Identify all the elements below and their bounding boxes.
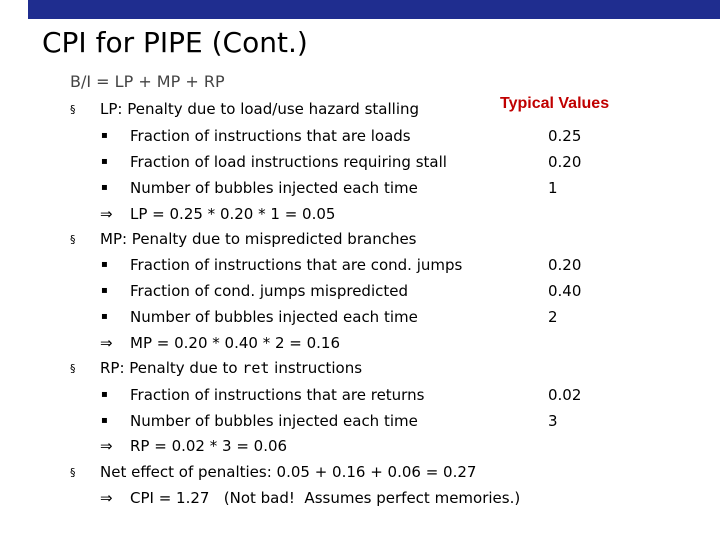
sub-bullet-icon: ▪ bbox=[101, 156, 108, 167]
lp-result: LP = 0.25 * 0.20 * 1 = 0.05 bbox=[130, 205, 336, 223]
mp-item-value: 0.20 bbox=[548, 256, 582, 274]
mp-item-value: 0.40 bbox=[548, 282, 582, 300]
lp-item-text: Fraction of instructions that are loads bbox=[130, 127, 411, 145]
lp-item-value: 1 bbox=[548, 179, 558, 197]
sub-bullet-icon: ▪ bbox=[101, 415, 108, 426]
rp-item-text: Number of bubbles injected each time bbox=[130, 412, 418, 430]
cpi-result: CPI = 1.27 (Not bad! Assumes perfect memories.) bbox=[130, 489, 521, 507]
sub-bullet-icon: ▪ bbox=[101, 311, 108, 322]
lp-heading: LP: Penalty due to load/use hazard stalling bbox=[100, 100, 420, 118]
sub-bullet-icon: ▪ bbox=[101, 130, 108, 141]
lp-item-text: Number of bubbles injected each time bbox=[130, 179, 418, 197]
mp-result: MP = 0.20 * 0.40 * 2 = 0.16 bbox=[130, 334, 341, 352]
header-bar bbox=[0, 0, 720, 19]
header-bar-notch bbox=[0, 0, 28, 19]
rp-heading bbox=[100, 358, 362, 378]
rp-item-value: 3 bbox=[548, 412, 558, 430]
section-bullet-icon: § bbox=[70, 103, 76, 116]
rp-heading-suffix: instructions bbox=[274, 359, 363, 377]
mp-item-text: Fraction of instructions that are cond. jumps bbox=[130, 256, 463, 274]
net-heading: Net effect of penalties: 0.05 + 0.16 + 0.06 = 0.27 bbox=[100, 463, 477, 481]
rp-item-value: 0.02 bbox=[548, 386, 582, 404]
implies-icon: ⇒ bbox=[100, 489, 113, 507]
mp-heading: MP: Penalty due to mispredicted branches bbox=[100, 230, 417, 248]
slide-title: CPI for PIPE (Cont.) bbox=[42, 26, 308, 59]
rp-heading-prefix: RP: Penalty due to bbox=[100, 359, 238, 377]
lp-item-value: 0.25 bbox=[548, 127, 582, 145]
sub-bullet-icon: ▪ bbox=[101, 285, 108, 296]
section-bullet-icon: § bbox=[70, 362, 76, 375]
mp-item-text: Number of bubbles injected each time bbox=[130, 308, 418, 326]
typical-values-header: Typical Values bbox=[500, 95, 610, 112]
mp-item-text: Fraction of cond. jumps mispredicted bbox=[130, 282, 408, 300]
lp-item-value: 0.20 bbox=[548, 153, 582, 171]
section-bullet-icon: § bbox=[70, 233, 76, 246]
sub-bullet-icon: ▪ bbox=[101, 389, 108, 400]
section-bullet-icon: § bbox=[70, 466, 76, 479]
implies-icon: ⇒ bbox=[100, 334, 113, 352]
sub-bullet-icon: ▪ bbox=[101, 259, 108, 270]
rp-result: RP = 0.02 * 3 = 0.06 bbox=[130, 437, 288, 455]
cpi-formula: B/I = LP + MP + RP bbox=[70, 72, 225, 91]
sub-bullet-icon: ▪ bbox=[101, 182, 108, 193]
lp-item-text: Fraction of load instructions requiring stall bbox=[130, 153, 447, 171]
rp-heading-code: ret bbox=[242, 359, 270, 377]
mp-item-value: 2 bbox=[548, 308, 558, 326]
rp-item-text: Fraction of instructions that are returns bbox=[130, 386, 425, 404]
implies-icon: ⇒ bbox=[100, 437, 113, 455]
implies-icon: ⇒ bbox=[100, 205, 113, 223]
